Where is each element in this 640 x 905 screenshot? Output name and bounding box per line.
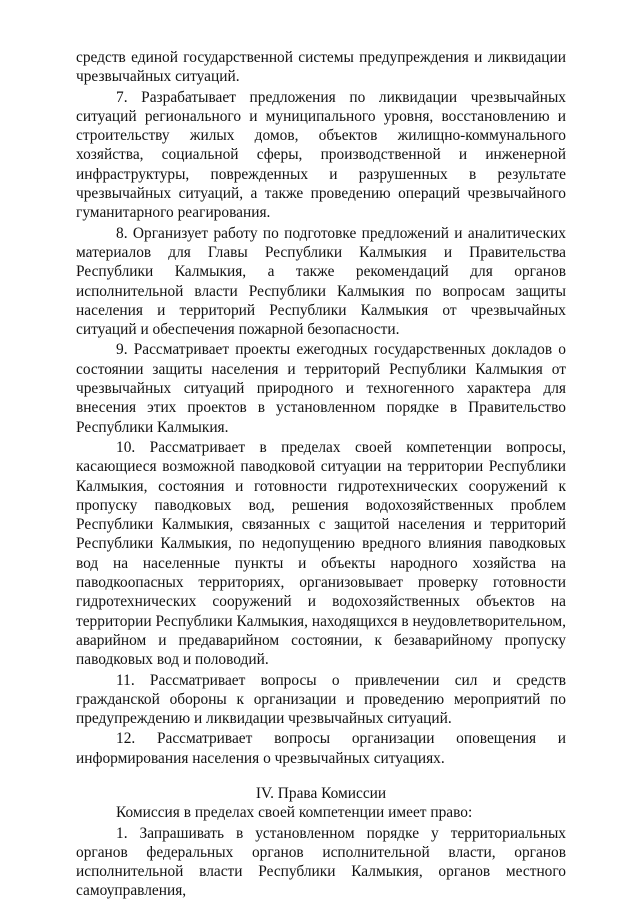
paragraph-continuation: средств единой государственной системы предупреждения и ликвидации чрезвычайных ситуаций. [76,49,566,86]
paragraph-item-8: 8. Организует работу по подготовке предложений и аналитических материалов для Главы Республики Калмыкия и Правительства Республики Калмыкия, а также рекомендаций для органов исполнительной власти Республики Калмыкия по вопросам защиты населения и территорий Республики Калмыкия от чрезвычайных ситуаций и обеспечения пожарной безопасности. [76,224,566,339]
paragraph-item-11: 11. Рассматривает вопросы о привлечении сил и средств гражданской обороны к организации и проведению мероприятий по предупреждению и ликвидации чрезвычайных ситуаций. [76,671,566,728]
paragraph-item-12: 12. Рассматривает вопросы организации оповещения и информирования населения о чрезвычайных ситуациях. [76,730,566,767]
document-page [76,48,566,902]
paragraph-item-9: 9. Рассматривает проекты ежегодных государственных докладов о состоянии защиты населения и территорий Республики Калмыкия от чрезвычайных ситуаций природного и техногенного характера для внесения этих проектов в установленном порядке в Правительство Республики Калмыкия. [76,341,566,436]
section-intro: Комиссия в пределах своей компетенции имеет право: [116,804,473,822]
paragraph-item-10: 10. Рассматривает в пределах своей компетенции вопросы, касающиеся возможной паводковой ситуации на территории Республики Калмыкия, состояния и готовности гидротехнических сооружений к пропуску паводковых вод, решения водохозяйственных проблем Республики Калмыкия, связанных с защитой населения и территорий Республики Калмыкия, по недопущению вредного влияния паводковых вод на населенные пункты и объекты народного хозяйства на паводкоопасных территориях, организовывает проверку готовности гидротехнических сооружений и водохозяйственных объектов на территории Республики Калмыкия, находящихся в неудовлетворительном, аварийном и предаварийном состоянии, к безаварийному пропуску паводковых вод и половодий. [76,438,566,669]
section-item-1: 1. Запрашивать в установленном порядке у территориальных органов федеральных органов исполнительной власти, органов исполнительной власти Республики Калмыкия, органов местного самоуправления, [76,824,566,900]
paragraph-item-7: 7. Разрабатывает предложения по ликвидации чрезвычайных ситуаций регионального и муниципального уровня, восстановлению и строительству жилых домов, объектов жилищно-коммунального хозяйства, социальной сферы, производственной и инженерной инфраструктуры, поврежденных и разрушенных в результате чрезвычайных ситуаций, а также проведению операций чрезвычайного гуманитарного реагирования. [76,88,566,222]
section-heading: IV. Права Комиссии [255,784,387,802]
